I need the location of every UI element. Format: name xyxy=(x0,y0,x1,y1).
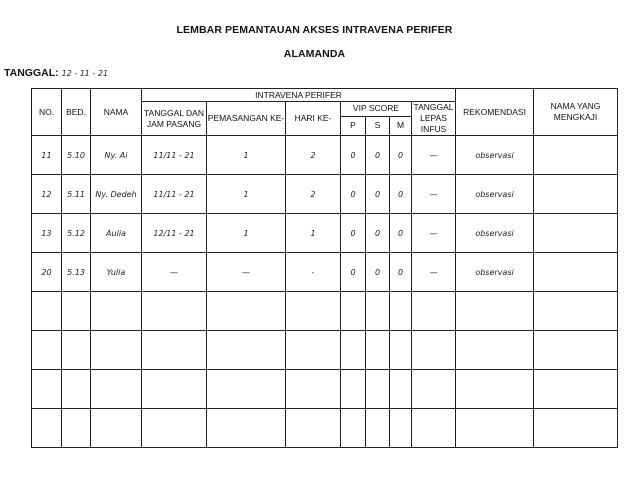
cell-p xyxy=(341,331,366,370)
cell-lepas xyxy=(412,370,456,409)
cell-no: 12 xyxy=(32,175,62,214)
cell-rekomendasi xyxy=(456,409,534,448)
cell-lepas: — xyxy=(412,175,456,214)
cell-p xyxy=(341,370,366,409)
cell-m: 0 xyxy=(390,175,412,214)
cell-s xyxy=(366,331,390,370)
cell-pengkaji xyxy=(534,370,618,409)
cell-no xyxy=(32,409,62,448)
header-no: NO. xyxy=(32,89,62,136)
header-tanggal-lepas: TANGGAL LEPAS INFUS xyxy=(412,102,456,136)
header-vip-m: M xyxy=(390,116,412,135)
cell-pemasangan xyxy=(207,331,286,370)
header-vip-p: P xyxy=(341,116,366,135)
header-nama: NAMA xyxy=(91,89,142,136)
cell-p xyxy=(341,409,366,448)
cell-nama: Ny. Dedeh xyxy=(91,175,142,214)
cell-pemasangan: — xyxy=(207,253,286,292)
table-row xyxy=(32,136,618,175)
header-hari: HARI KE- xyxy=(286,102,341,136)
cell-pengkaji xyxy=(534,253,618,292)
cell-bed xyxy=(62,409,91,448)
cell-pemasangan xyxy=(207,409,286,448)
cell-bed xyxy=(62,370,91,409)
cell-nama: Ny. Ai xyxy=(91,136,142,175)
cell-nama: Yulia xyxy=(91,253,142,292)
cell-pengkaji xyxy=(534,175,618,214)
cell-lepas: — xyxy=(412,214,456,253)
cell-hari: 2 xyxy=(286,175,341,214)
cell-no: 13 xyxy=(32,214,62,253)
table-row xyxy=(32,409,618,448)
cell-no xyxy=(32,292,62,331)
page-title: LEMBAR PEMANTAUAN AKSES INTRAVENA PERIFER xyxy=(176,24,453,36)
date-value: 12 - 11 - 21 xyxy=(61,69,109,78)
cell-hari: 1 xyxy=(286,214,341,253)
cell-bed: 5.12 xyxy=(62,214,91,253)
cell-m xyxy=(390,292,412,331)
cell-pemasangan: 1 xyxy=(207,175,286,214)
cell-p xyxy=(341,292,366,331)
cell-lepas xyxy=(412,409,456,448)
monitoring-table xyxy=(31,88,618,448)
cell-p: 0 xyxy=(341,175,366,214)
cell-p: 0 xyxy=(341,214,366,253)
table-row xyxy=(32,175,618,214)
cell-no: 20 xyxy=(32,253,62,292)
date-label: TANGGAL: xyxy=(4,67,59,79)
header-pemasangan: PEMASANGAN KE- xyxy=(207,102,286,136)
table-row xyxy=(32,370,618,409)
date-field xyxy=(4,67,108,79)
cell-pengkaji xyxy=(534,292,618,331)
cell-bed: 5.13 xyxy=(62,253,91,292)
cell-nama: Aulia xyxy=(91,214,142,253)
cell-pemasangan xyxy=(207,370,286,409)
cell-pengkaji xyxy=(534,136,618,175)
header-tanggal-jam: TANGGAL DAN JAM PASANG xyxy=(142,102,207,136)
cell-pemasangan xyxy=(207,292,286,331)
cell-m: 0 xyxy=(390,253,412,292)
cell-nama xyxy=(91,292,142,331)
header-vip-s: S xyxy=(366,116,390,135)
table-row xyxy=(32,331,618,370)
cell-m xyxy=(390,331,412,370)
header-bed: BED. xyxy=(62,89,91,136)
cell-m: 0 xyxy=(390,136,412,175)
cell-m: 0 xyxy=(390,214,412,253)
cell-nama xyxy=(91,331,142,370)
cell-no xyxy=(32,370,62,409)
cell-hari xyxy=(286,292,341,331)
cell-lepas: — xyxy=(412,253,456,292)
cell-lepas: — xyxy=(412,136,456,175)
cell-rekomendasi: observasi xyxy=(456,136,534,175)
cell-pengkaji xyxy=(534,409,618,448)
table-row xyxy=(32,253,618,292)
cell-hari: 2 xyxy=(286,136,341,175)
ward-name: ALAMANDA xyxy=(283,48,346,60)
table-body xyxy=(32,136,618,448)
cell-nama xyxy=(91,409,142,448)
cell-hari: - xyxy=(286,253,341,292)
cell-tanggal: — xyxy=(142,253,207,292)
cell-pengkaji xyxy=(534,331,618,370)
header-intravena-perifer: INTRAVENA PERIFER xyxy=(142,89,456,102)
cell-rekomendasi xyxy=(456,331,534,370)
cell-tanggal: 11/11 - 21 xyxy=(142,175,207,214)
cell-rekomendasi: observasi xyxy=(456,253,534,292)
cell-no: 11 xyxy=(32,136,62,175)
cell-bed xyxy=(62,331,91,370)
cell-m xyxy=(390,409,412,448)
cell-p: 0 xyxy=(341,253,366,292)
cell-tanggal: 12/11 - 21 xyxy=(142,214,207,253)
cell-s: 0 xyxy=(366,214,390,253)
cell-s: 0 xyxy=(366,175,390,214)
header-rekomendasi: REKOMENDASI xyxy=(456,89,534,136)
header-nama-pengkaji: NAMA YANG MENGKAJI xyxy=(534,89,618,136)
cell-pemasangan: 1 xyxy=(207,214,286,253)
cell-hari xyxy=(286,370,341,409)
cell-hari xyxy=(286,331,341,370)
cell-bed: 5.10 xyxy=(62,136,91,175)
cell-rekomendasi xyxy=(456,292,534,331)
cell-s: 0 xyxy=(366,253,390,292)
cell-tanggal xyxy=(142,409,207,448)
table-row xyxy=(32,214,618,253)
cell-tanggal xyxy=(142,292,207,331)
cell-rekomendasi: observasi xyxy=(456,175,534,214)
cell-rekomendasi xyxy=(456,370,534,409)
cell-lepas xyxy=(412,331,456,370)
cell-bed: 5.11 xyxy=(62,175,91,214)
cell-nama xyxy=(91,370,142,409)
cell-s: 0 xyxy=(366,136,390,175)
cell-m xyxy=(390,370,412,409)
cell-no xyxy=(32,331,62,370)
cell-lepas xyxy=(412,292,456,331)
cell-tanggal xyxy=(142,370,207,409)
cell-rekomendasi: observasi xyxy=(456,214,534,253)
cell-s xyxy=(366,409,390,448)
cell-tanggal: 11/11 - 21 xyxy=(142,136,207,175)
cell-p: 0 xyxy=(341,136,366,175)
cell-s xyxy=(366,292,390,331)
cell-pemasangan: 1 xyxy=(207,136,286,175)
cell-bed xyxy=(62,292,91,331)
header-vip-score: VIP SCORE xyxy=(341,102,412,117)
cell-pengkaji xyxy=(534,214,618,253)
cell-hari xyxy=(286,409,341,448)
cell-tanggal xyxy=(142,331,207,370)
table-row xyxy=(32,292,618,331)
cell-s xyxy=(366,370,390,409)
